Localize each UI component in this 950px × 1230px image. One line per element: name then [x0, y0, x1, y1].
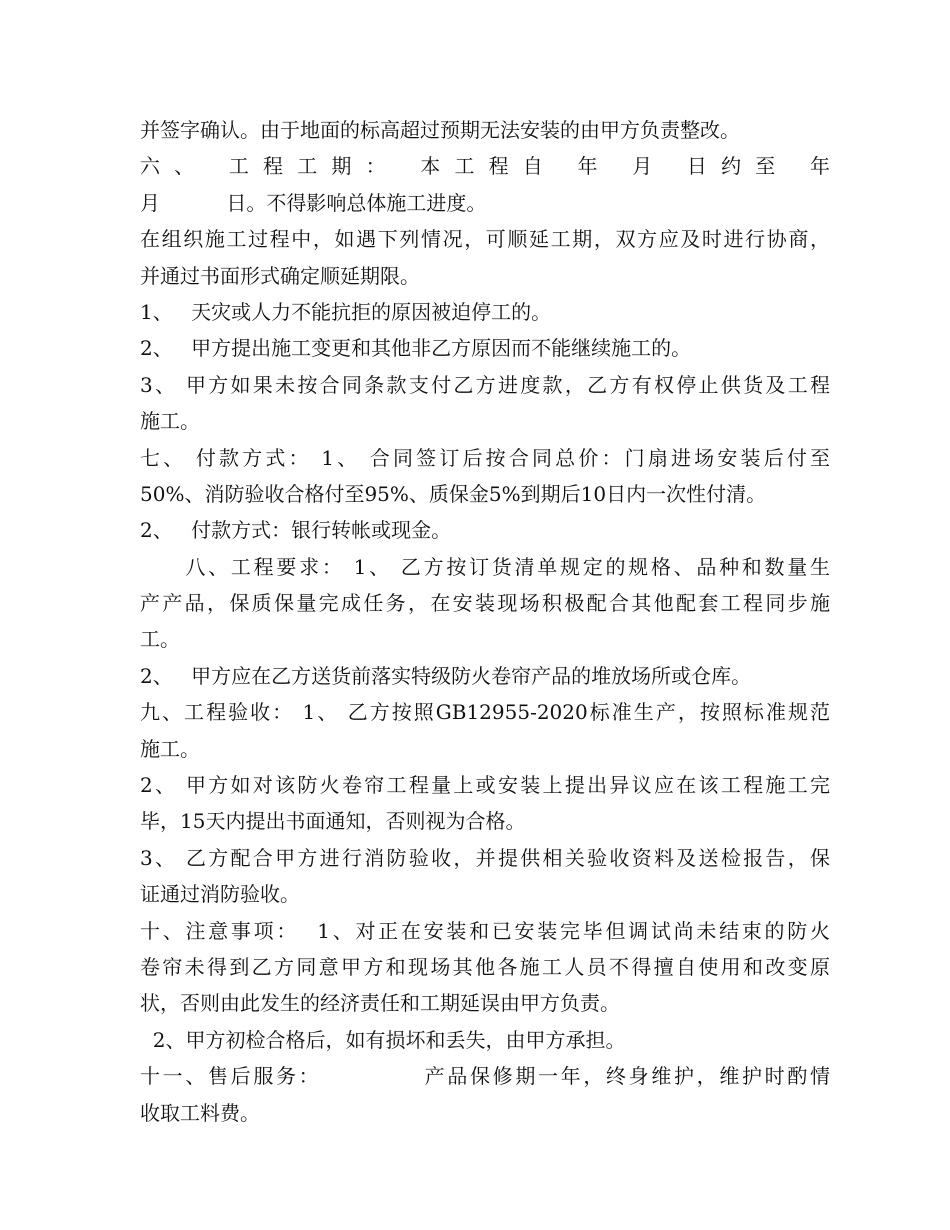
text-line: 七、 付款方式： 1、 合同签订后按合同总价：门扇进场安装后付至	[140, 445, 830, 470]
text-line: 2、 甲方应在乙方送货前落实特级防火卷帘产品的堆放场所或仓库。	[140, 663, 752, 688]
text-line: 状，否则由此发生的经济责任和工期延误由甲方负责。	[140, 991, 620, 1016]
text-line: 八、工程要求： 1、 乙方按订货清单规定的规格、品种和数量生	[140, 554, 830, 579]
text-line: 3、 乙方配合甲方进行消防验收，并提供相关验收资料及送检报告，保	[140, 845, 830, 870]
text-line: 十、注意事项： 1、对正在安装和已安装完毕但调试尚未结束的防火	[140, 918, 830, 943]
text-line: 施工。	[140, 736, 200, 761]
text-line: 3、 甲方如果未按合同条款支付乙方进度款，乙方有权停止供货及工程	[140, 372, 830, 397]
text-line: 1、 天灾或人力不能抗拒的原因被迫停工的。	[140, 299, 552, 324]
text-line: 50%、消防验收合格付至95%、质保金5%到期后10日内一次性付清。	[140, 481, 767, 506]
text-line: 产产品，保质保量完成任务，在安装现场积极配合其他配套工程同步施	[140, 591, 830, 616]
text-line: 2、 甲方提出施工变更和其他非乙方原因而不能继续施工的。	[140, 336, 692, 361]
text-line: 并通过书面形式确定顺延期限。	[140, 263, 420, 288]
text-line: 施工。	[140, 409, 200, 434]
text-line: 2、 甲方如对该防火卷帘工程量上或安装上提出异议应在该工程施工完	[140, 773, 830, 798]
text-line: 九、工程验收： 1、 乙方按照GB12955-2020标准生产，按照标准规范	[140, 700, 830, 725]
text-line: 月 日。不得影响总体施工进度。	[140, 190, 487, 215]
text-line: 在组织施工过程中，如遇下列情况，可顺延工期，双方应及时进行协商，	[140, 227, 830, 252]
text-line: 工。	[140, 627, 180, 652]
text-line: 并签字确认。由于地面的标高超过预期无法安装的由甲方负责整改。	[140, 118, 740, 142]
text-line: 2、 付款方式：银行转帐或现金。	[140, 518, 452, 543]
text-line: 六、 工程工期： 本工程自 年 月 日约至 年	[140, 154, 830, 179]
text-line: 2、甲方初检合格后，如有损坏和丢失，由甲方承担。	[140, 1027, 626, 1052]
text-line: 证通过消防验收。	[140, 882, 300, 907]
text-line: 十一、售后服务： 产品保修期一年，终身维护，维护时酌情	[140, 1064, 830, 1089]
text-line: 收取工料费。	[140, 1100, 260, 1125]
document-body	[140, 112, 830, 1131]
text-line: 毕，15天内提出书面通知，否则视为合格。	[140, 809, 526, 834]
text-line: 卷帘未得到乙方同意甲方和现场其他各施工人员不得擅自使用和改变原	[140, 954, 830, 979]
